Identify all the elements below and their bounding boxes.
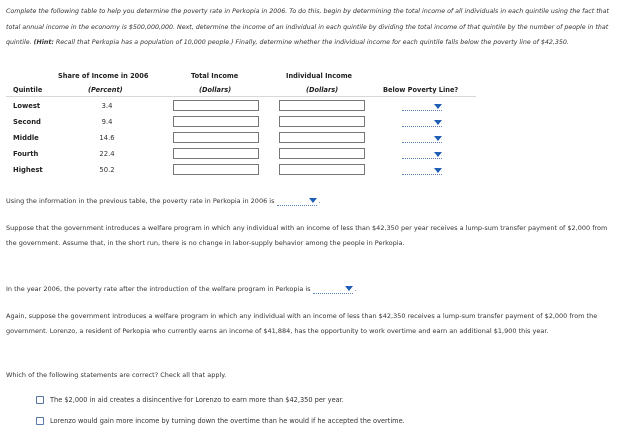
option-checkbox[interactable] (36, 396, 44, 404)
poverty-rate-question (6, 194, 321, 209)
quintile-label: Middle (13, 134, 39, 142)
chevron-down-icon (434, 120, 442, 125)
post-welfare-rate-dropdown[interactable] (313, 285, 353, 294)
total-income-input[interactable] (173, 116, 259, 127)
welfare-program-paragraph: Suppose that the government introduces a welfare program in which any individual with an income of less than $42,350 per year receives a lump-sum transfer payment of $2,000 from the government. Assume that, in the short run, there is no change in labor-supply behavior among the people in Perkopia. (6, 224, 608, 247)
share-value: 3.4 (101, 102, 113, 110)
individual-income-input[interactable] (279, 132, 365, 143)
option-checkbox[interactable] (36, 417, 44, 425)
header-below-poverty: Below Poverty Line? (383, 86, 459, 94)
share-value: 50.2 (99, 166, 115, 174)
quintile-label: Second (13, 118, 41, 126)
header-total-line1: Total Income (191, 72, 239, 80)
header-indiv-line1: Individual Income (286, 72, 353, 80)
total-income-input[interactable] (173, 164, 259, 175)
hint-label: (Hint: (33, 39, 54, 46)
instructions (6, 4, 618, 51)
below-poverty-dropdown[interactable] (402, 117, 442, 127)
below-poverty-dropdown[interactable] (402, 101, 442, 111)
total-income-input[interactable] (173, 132, 259, 143)
poverty-rate-suffix: . (318, 197, 321, 205)
header-indiv-line2: (Dollars) (306, 86, 339, 94)
header-quintile: Quintile (13, 86, 43, 94)
chevron-down-icon (434, 152, 442, 157)
instructions-part2: Recall that Perkopia has a population of 10,000 people.) Finally, determine whether the individual income for each quintile falls below the poverty line of $42,350. (53, 39, 569, 46)
chevron-down-icon (434, 104, 442, 109)
below-poverty-dropdown[interactable] (402, 133, 442, 143)
individual-income-input[interactable] (279, 100, 365, 111)
share-value: 22.4 (99, 150, 115, 158)
share-value: 9.4 (101, 118, 113, 126)
header-share-line1: Share of Income in 2006 (58, 72, 149, 80)
header-total-line2: (Dollars) (199, 86, 232, 94)
lorenzo-paragraph: Again, suppose the government introduces a welfare program in which any individual with an income of less than $42,350 receives a lump-sum transfer payment of $2,000 from the government. Lorenzo, a resident of Perkopia who currently earns an income of $41,884, has the opportunity to work overtime and earn an additional $1,900 this year. (6, 312, 598, 335)
post-welfare-suffix: . (354, 285, 357, 293)
chevron-down-icon (345, 286, 353, 291)
quintile-label: Lowest (13, 102, 41, 110)
instructions-part1: Complete the following table to help you determine the poverty rate in Perkopia in 2006. To do this, begin by determining the total income of all individuals in each quintile using the fact that total annual income in the economy is $500,000,000. Next, determine the income of an individual in each quintile by dividing the total income of that quintile by the number of people in that quintile. (6, 8, 609, 46)
total-income-input[interactable] (173, 100, 259, 111)
post-welfare-question-text: In the year 2006, the poverty rate after the introduction of the welfare program in Perkopia is (6, 285, 311, 293)
individual-income-input[interactable] (279, 148, 365, 159)
individual-income-input[interactable] (279, 164, 365, 175)
post-welfare-question (6, 282, 357, 297)
option-label: The $2,000 in aid creates a disincentive for Lorenzo to earn more than $42,350 per year. (50, 396, 344, 404)
quintile-label: Fourth (13, 150, 39, 158)
quintile-label: Highest (13, 166, 43, 174)
poverty-rate-question-text: Using the information in the previous table, the poverty rate in Perkopia in 2006 is (6, 197, 275, 205)
below-poverty-dropdown[interactable] (402, 165, 442, 175)
total-income-input[interactable] (173, 148, 259, 159)
poverty-rate-dropdown[interactable] (277, 197, 317, 206)
option-label: Lorenzo would gain more income by turning down the overtime than he would if he accepted the overtime. (50, 417, 405, 425)
option-row[interactable] (36, 396, 344, 404)
header-share-line2: (Percent) (88, 86, 123, 94)
check-all-question (6, 368, 226, 383)
below-poverty-dropdown[interactable] (402, 149, 442, 159)
individual-income-input[interactable] (279, 116, 365, 127)
chevron-down-icon (309, 198, 317, 203)
share-value: 14.6 (99, 134, 115, 142)
check-all-question-text: Which of the following statements are correct? Check all that apply. (6, 371, 227, 379)
chevron-down-icon (434, 168, 442, 173)
option-row[interactable] (36, 417, 405, 425)
chevron-down-icon (434, 136, 442, 141)
header-divider (6, 96, 476, 97)
